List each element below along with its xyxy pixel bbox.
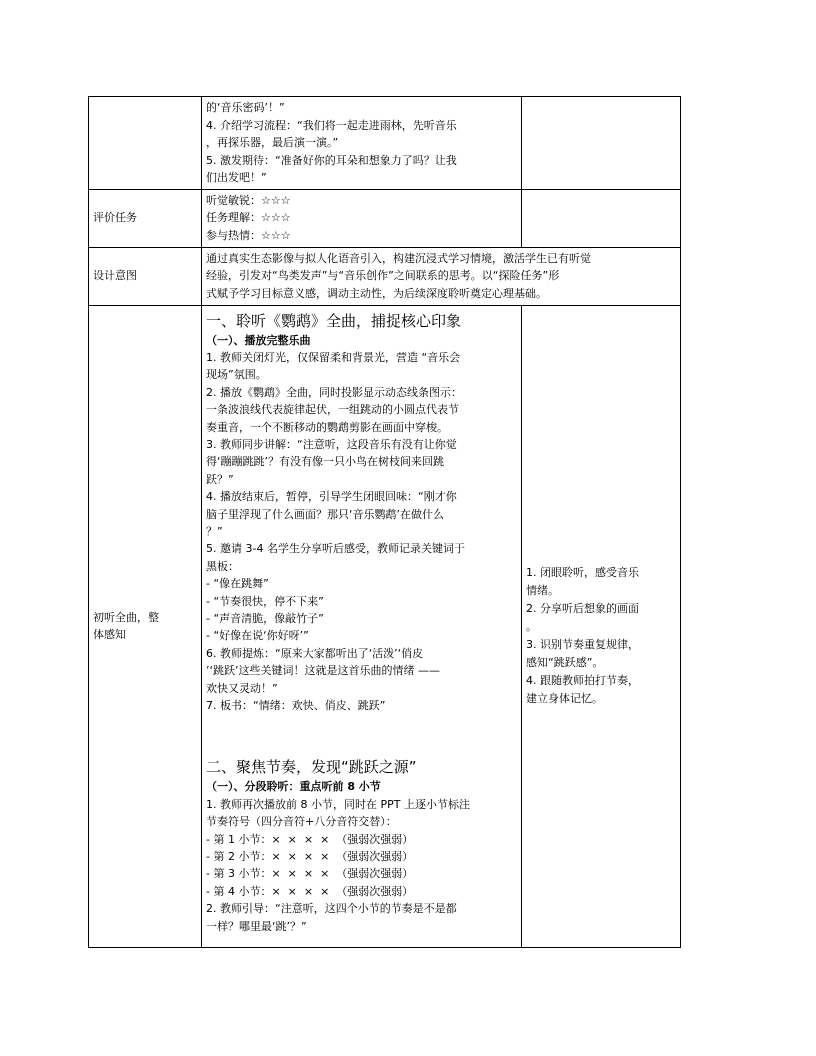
evaluation-line: 听觉敏锐：☆☆☆ xyxy=(206,193,291,207)
table-row-evaluation xyxy=(89,189,681,247)
section2-line: 一样？哪里最‘跳’？” xyxy=(206,919,307,933)
row1-line: ，再探乐器，最后演一演。” xyxy=(206,136,339,149)
student-activity-line: 感知“跳跃感”。 xyxy=(526,655,604,669)
section1-line: ？” xyxy=(206,524,223,538)
first-listen-label-line: 体感知 xyxy=(93,628,126,641)
section-spacer xyxy=(206,714,517,754)
section1-line: - “节奏很快，停不下来” xyxy=(206,594,324,608)
section2-line: - 第 1 小节：× × × × （强弱次强弱） xyxy=(206,832,414,846)
design-intent-line: 经验，引发对“鸟类发声”与“音乐创作”之间联系的思考。以“探险任务”形 xyxy=(206,269,560,282)
section1-line: 脑子里浮现了什么画面？那只‘音乐鹦鹉’在做什么 xyxy=(206,507,444,521)
student-activity-line: 情绪。 xyxy=(526,583,559,597)
section1-line: 6. 教师提炼：“原来大家都听出了‘活泼’‘俏皮 xyxy=(206,646,424,660)
row1-line: 4. 介绍学习流程：“我们将一起走进雨林，先听音乐 xyxy=(206,118,457,132)
section1-line: - “声音清脆，像敲竹子” xyxy=(206,612,324,625)
section1-line: 奏重音，一个不断移动的鹦鹉剪影在画面中穿梭。 xyxy=(206,420,448,434)
row1-label-cell xyxy=(89,97,202,190)
section1-line: 现场”氛围。 xyxy=(206,368,267,382)
section1-line: 5. 邀请 3-4 名学生分享听后感受，教师记录关键词于 xyxy=(206,542,465,556)
section1-line: 3. 教师同步讲解：“注意听，这段音乐有没有让你觉 xyxy=(206,437,457,451)
section2-line: 节奏符号（四分音符+八分音符交替）： xyxy=(206,815,397,829)
section1-line: 跃？” xyxy=(206,472,234,486)
section1-line: - “像在跳舞” xyxy=(206,577,269,591)
section2-line: - 第 3 小节：× × × × （强弱次强弱） xyxy=(206,867,414,881)
first-listen-label-line: 初听全曲，整 xyxy=(93,610,159,624)
evaluation-line: 参与热情：☆☆☆ xyxy=(206,228,291,242)
student-activity-line: 2. 分享听后想象的画面 xyxy=(526,601,639,615)
student-activity-line: 1. 闭眼聆听，感受音乐 xyxy=(526,565,639,579)
row1-line: 5. 激发期待：“准备好你的耳朵和想象力了吗？让我 xyxy=(206,153,457,167)
design-intent-line: 通过真实生态影像与拟人化语音引入，构建沉浸式学习情境，激活学生已有听觉 xyxy=(206,251,591,265)
row1-line: 们出发吧！” xyxy=(206,171,267,184)
section1-line: 2. 播放《鹦鹉》全曲，同时投影显示动态线条图示： xyxy=(206,385,462,399)
section2-line: 1. 教师再次播放前 8 小节，同时在 PPT 上逐小节标注 xyxy=(206,797,470,811)
row1-content-cell xyxy=(202,97,522,190)
section2-subheading: （一）、分段聆听：重点听前 8 小节 xyxy=(206,780,381,794)
table-row-design-intent xyxy=(89,247,681,305)
student-activity-line: 4. 跟随教师拍打节奏， xyxy=(526,673,639,687)
section1-heading: 一、聆听《鹦鹉》全曲，捕捉核心印象 xyxy=(206,311,462,330)
student-activity-line: 3. 识别节奏重复规律， xyxy=(526,637,639,651)
evaluation-empty-cell xyxy=(522,189,681,247)
section1-line: 黑板： xyxy=(206,559,239,573)
row1-line: 的‘音乐密码’！” xyxy=(206,101,285,114)
first-listen-content-cell xyxy=(202,305,522,947)
section1-line: 得‘蹦蹦跳跳’？有没有像一只小鸟在树枝间来回跳 xyxy=(206,455,444,469)
section1-line: 4. 播放结束后，暂停，引导学生闭眼回味：“刚才你 xyxy=(206,490,457,504)
design-intent-line: 式赋予学习目标意义感，调动主动性，为后续深度聆听奠定心理基础。 xyxy=(206,286,547,300)
section1-line: 1. 教师关闭灯光，仅保留柔和背景光，营造 “音乐会 xyxy=(206,350,461,364)
table-row-intro xyxy=(89,97,681,190)
evaluation-line: 任务理解：☆☆☆ xyxy=(206,211,291,224)
section2-line: 2. 教师引导：“注意听，这四个小节的节奏是不是都 xyxy=(206,902,457,916)
section2-line: - 第 2 小节：× × × × （强弱次强弱） xyxy=(206,850,414,864)
section1-line: - “好像在说‘你好呀’” xyxy=(206,629,309,643)
section2-heading: 二、聚焦节奏，发现“跳跃之源” xyxy=(206,758,417,777)
design-intent-label: 设计意图 xyxy=(89,247,202,305)
table-row-first-listen xyxy=(89,305,681,947)
student-activity-cell xyxy=(522,305,681,947)
section1-line: 一条波浪线代表旋律起伏，一组跳动的小圆点代表节 xyxy=(206,403,459,417)
lesson-plan-table xyxy=(88,96,681,948)
section2-line: - 第 4 小节：× × × × （强弱次强弱） xyxy=(206,884,414,898)
row1-student-cell xyxy=(522,97,681,190)
section1-line: 7. 板书：“情绪：欢快、俏皮、跳跃” xyxy=(206,699,386,713)
section1-subheading: （一）、播放完整乐曲 xyxy=(206,333,311,347)
section1-line: ’‘跳跃’这些关键词！这就是这首乐曲的情绪 —— xyxy=(206,664,440,678)
first-listen-label xyxy=(89,305,202,947)
design-intent-content xyxy=(202,247,681,305)
evaluation-content-cell xyxy=(202,189,522,247)
section1-line: 欢快又灵动！” xyxy=(206,681,278,695)
student-activity-line: 。 xyxy=(526,619,537,633)
evaluation-label: 评价任务 xyxy=(89,189,202,247)
student-activity-line: 建立身体记忆。 xyxy=(526,691,603,705)
